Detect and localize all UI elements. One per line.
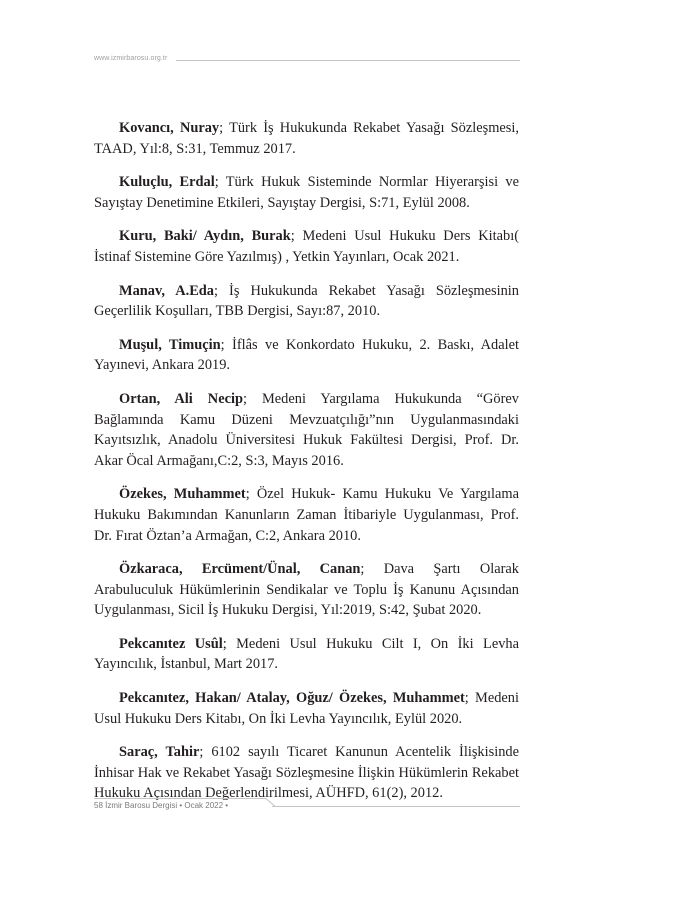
footer-page-info: 58 İzmir Barosu Dergisi • Ocak 2022 • [94,801,229,810]
reference-author: Özkaraca, Ercüment/Ünal, Canan [119,561,361,578]
reference-details: ; Medeni Usul Hukuku Cilt I, On İki Levha Yayıncılık, İstanbul, Mart 2017. [94,635,519,673]
reference-item [94,742,519,804]
reference-item [94,634,519,675]
reference-item [94,559,519,621]
reference-author: Saraç, Tahir [119,744,200,761]
reference-author: Kuluçlu, Erdal [119,174,215,191]
reference-item [94,688,519,729]
reference-item [94,281,519,322]
reference-author: Özekes, Muhammet [119,486,246,503]
reference-details: ; Medeni Yargılama Hukukunda “Görev Bağlamında Kamu Düzeni Mevzuatçılığı”nın Uygulanmasındaki Kayıtsızlık, Anadolu Üniversitesi Hukuk Fakültesi Dergisi, Prof. Dr. Akar Öcal Armağanı,C:2, S:3, Mayıs 2016. [94,390,519,469]
footer-rule [272,806,520,807]
reference-item [94,335,519,376]
footer-notch-divider [264,798,275,806]
reference-author: Kuru, Baki/ Aydın, Burak [119,228,291,245]
page-footer [94,798,520,814]
reference-item [94,484,519,546]
reference-item [94,389,519,471]
page-header [94,54,520,66]
reference-item [94,226,519,267]
header-rule [176,60,520,61]
reference-details: ; 6102 sayılı Ticaret Kanunun Acentelik İlişkisinde İnhisar Hak ve Rekabet Yasağı Sözleşmesine İlişkin Hükümlerin Rekabet Hukuku Açısından Değerlendirilmesi, AÜHFD, 61(2), 2012. [94,744,519,802]
reference-author: Pekcanıtez Usûl [119,635,223,652]
header-url: www.izmirbarosu.org.tr [94,54,171,64]
reference-details: ; Türk İş Hukukunda Rekabet Yasağı Sözleşmesi, TAAD, Yıl:8, S:31, Temmuz 2017. [94,120,519,157]
reference-details: ; Dava Şartı Olarak Arabuluculuk Hükümlerinin Sendikalar ve Toplu İş Kanunu Açısından Uygulanması, Sicil İş Hukuku Dergisi, Yıl:2019, S:42, Şubat 2020. [94,561,519,619]
reference-author: Manav, A.Eda [119,282,215,299]
reference-author: Muşul, Timuçin [119,336,221,353]
footer-rule [94,798,266,799]
reference-item [94,172,519,213]
reference-author: Ortan, Ali Necip [119,390,243,407]
reference-author: Pekcanıtez, Hakan/ Atalay, Oğuz/ Özekes, Muhammet [119,690,465,707]
reference-details: ; Medeni Usul Hukuku Ders Kitabı, On İki Levha Yayıncılık, Eylül 2020. [94,690,519,727]
reference-list [94,118,519,817]
reference-details: ; İflâs ve Konkordato Hukuku, 2. Baskı, Adalet Yayınevi, Ankara 2019. [94,336,519,374]
reference-details: ; Özel Hukuk- Kamu Hukuku Ve Yargılama Hukuku Bakımından Kanunların Zaman İtibariyle Uygulanması, Prof. Dr. Fırat Öztan’a Armağan, C:2, Ankara 2010. [94,486,520,544]
reference-author: Kovancı, Nuray [119,120,220,136]
reference-details: ; Medeni Usul Hukuku Ders Kitabı( İstinaf Sistemine Göre Yazılmış) , Yetkin Yayınları, Ocak 2021. [94,228,519,265]
reference-item [94,118,519,159]
reference-details: ; Türk Hukuk Sisteminde Normlar Hiyerarşisi ve Sayıştay Denetimine Etkileri, Sayıştay Dergisi, S:71, Eylül 2008. [94,174,519,211]
reference-details: ; İş Hukukunda Rekabet Yasağı Sözleşmesinin Geçerlilik Koşulları, TBB Dergisi, Sayı:87, 2010. [94,282,519,320]
